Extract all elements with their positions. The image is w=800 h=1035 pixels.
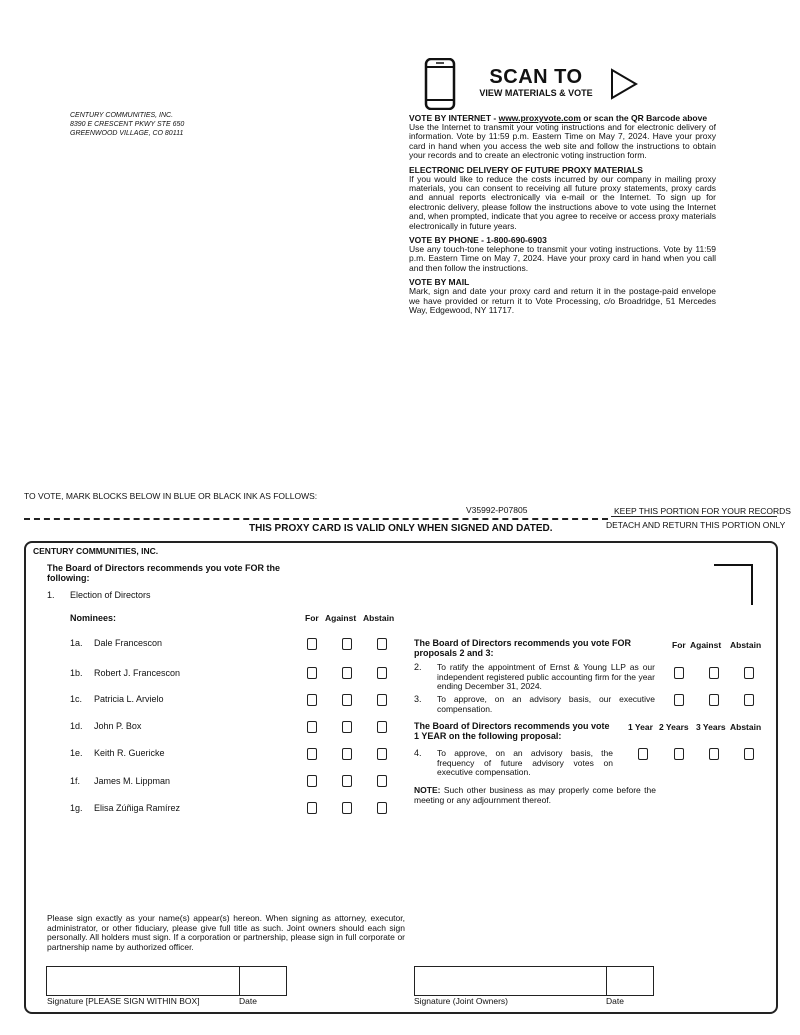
mail-body: Mark, sign and date your proxy card and return it in the postage-paid envelope we have provided or return it to Vote Processing, c/o Broadridge, 51 Mercedes Way, Edgewood, NY 11717.: [409, 286, 716, 316]
proposal-4-text: To approve, on an advisory basis, the frequency of future advisory votes on executive compensation.: [437, 748, 613, 778]
vote-against-checkbox[interactable]: [342, 775, 352, 787]
col-1-year: 1 Year: [628, 722, 653, 732]
vote-against-checkbox[interactable]: [342, 667, 352, 679]
vote-against-checkbox[interactable]: [342, 721, 352, 733]
nominee-num: 1c.: [70, 694, 83, 704]
vote-for-checkbox[interactable]: [307, 694, 317, 706]
address-line-1: 8390 E CRESCENT PKWY STE 650: [70, 121, 185, 128]
internet-title-suffix: or scan the QR Barcode above: [580, 113, 708, 123]
valid-notice: THIS PROXY CARD IS VALID ONLY WHEN SIGNED AND DATED.: [249, 523, 553, 534]
date-label: Date: [239, 996, 257, 1006]
nominee-num: 1f.: [70, 776, 81, 786]
registration-mark: [714, 564, 753, 605]
item1-label: Election of Directors: [70, 590, 151, 600]
vote-for-checkbox[interactable]: [307, 667, 317, 679]
electronic-title: ELECTRONIC DELIVERY OF FUTURE PROXY MATERIALS: [409, 164, 643, 175]
scan-title: SCAN TO: [489, 66, 583, 88]
sign-instructions: Please sign exactly as your name(s) appear(s) hereon. When signing as attorney, executor, administrator, or other fiduciary, please give full title as such. Joint owners should each sign personally. All holders must sign. If a corporation or partnership, please sign in full corporate or partnership name by authorized officer.: [47, 913, 405, 952]
proposal-2-text: To ratify the appointment of Ernst & Young LLP as our independent registered public accounting firm for the year ending December 31, 2024.: [437, 662, 655, 692]
nominee-name: Patricia L. Arvielo: [94, 694, 164, 704]
proposal-3-against-checkbox[interactable]: [709, 694, 719, 706]
proxyvote-link[interactable]: www.proxyvote.com: [498, 113, 581, 123]
card-company-name: CENTURY COMMUNITIES, INC.: [33, 546, 159, 556]
phone-title: VOTE BY PHONE - 1-800-690-6903: [409, 235, 547, 246]
vote-against-checkbox[interactable]: [342, 694, 352, 706]
note: [414, 786, 656, 805]
nominee-name: Elisa Zúñiga Ramírez: [94, 803, 181, 813]
proposal-4-3years-checkbox[interactable]: [709, 748, 719, 760]
proposal-4-abstain-checkbox[interactable]: [744, 748, 754, 760]
nominee-name: Keith R. Guericke: [94, 748, 165, 758]
address-line-2: GREENWOOD VILLAGE, CO 80111: [70, 130, 184, 137]
proposal-3-for-checkbox[interactable]: [674, 694, 684, 706]
proposal-2-abstain-checkbox[interactable]: [744, 667, 754, 679]
col-against-right: Against: [690, 640, 722, 650]
nominee-name: James M. Lippman: [94, 776, 171, 786]
phone-body: Use any touch-tone telephone to transmit your voting instructions. Vote by 11:59 p.m. Eastern Time on May 7, 2024. Have your proxy card in hand when you call and then follow the instructions.: [409, 244, 716, 273]
mail-title: VOTE BY MAIL: [409, 277, 470, 288]
company-name: CENTURY COMMUNITIES, INC.: [70, 112, 174, 119]
voting-instructions: [409, 113, 716, 316]
nominee-num: 1e.: [70, 748, 83, 758]
joint-date-box[interactable]: [605, 966, 654, 996]
nominee-num: 1d.: [70, 721, 83, 731]
col-3-years: 3 Years: [696, 722, 726, 732]
vote-abstain-checkbox[interactable]: [377, 802, 387, 814]
vote-against-checkbox[interactable]: [342, 802, 352, 814]
signature-box[interactable]: [46, 966, 240, 996]
vote-abstain-checkbox[interactable]: [377, 638, 387, 650]
proposal-4-2years-checkbox[interactable]: [674, 748, 684, 760]
vote-abstain-checkbox[interactable]: [377, 775, 387, 787]
col-2-years: 2 Years: [659, 722, 689, 732]
nominee-num: 1a.: [70, 638, 83, 648]
proposal-3-abstain-checkbox[interactable]: [744, 694, 754, 706]
col-against: Against: [325, 613, 357, 623]
vote-abstain-checkbox[interactable]: [377, 748, 387, 760]
col-abstain: Abstain: [363, 613, 395, 623]
proposal-4-num: 4.: [414, 748, 422, 758]
tear-line: [24, 518, 608, 520]
proposal-3-text: To approve, on an advisory basis, our executive compensation.: [437, 694, 655, 714]
electronic-body: If you would like to reduce the costs incurred by our company in mailing proxy materials, you can consent to receiving all future proxy statements, proxy cards and annual reports electronically via e-mail or the Internet. To sign up for electronic delivery, please follow the instructions above to vote using the Internet and, when prompted, indicate that you agree to receive or access proxy materials electronically in future years.: [409, 173, 716, 231]
nominees-label: Nominees:: [70, 613, 117, 623]
col-for-right: For: [672, 640, 686, 650]
proposal-4-1year-checkbox[interactable]: [638, 748, 648, 760]
internet-body: Use the Internet to transmit your voting instructions and for electronic delivery of information. Vote by 11:59 p.m. Eastern Time on May 7, 2024. Have your proxy card in hand when you access the web site and follow the instructions to obtain your records and to create an electronic voting instruction form.: [409, 122, 716, 161]
vote-for-checkbox[interactable]: [307, 638, 317, 650]
col-for: For: [305, 613, 319, 623]
control-code: V35992-P07805: [466, 505, 528, 515]
vote-instruction: TO VOTE, MARK BLOCKS BELOW IN BLUE OR BLACK INK AS FOLLOWS:: [24, 491, 318, 501]
proposal-2-against-checkbox[interactable]: [709, 667, 719, 679]
scan-banner: [466, 66, 606, 98]
date-box[interactable]: [238, 966, 287, 996]
keep-portion-label: KEEP THIS PORTION FOR YOUR RECORDS: [614, 506, 791, 516]
board-rec-2-3: The Board of Directors recommends you vote FOR proposals 2 and 3:: [414, 638, 632, 658]
vote-for-checkbox[interactable]: [307, 775, 317, 787]
proposal-2-num: 2.: [414, 662, 422, 672]
vote-against-checkbox[interactable]: [342, 638, 352, 650]
internet-title-prefix: VOTE BY INTERNET -: [409, 113, 499, 123]
vote-for-checkbox[interactable]: [307, 721, 317, 733]
keep-divider: [611, 516, 777, 517]
scan-subtitle: VIEW MATERIALS & VOTE: [479, 88, 593, 98]
joint-signature-box[interactable]: [414, 966, 607, 996]
vote-abstain-checkbox[interactable]: [377, 667, 387, 679]
note-label: NOTE:: [414, 785, 441, 795]
phone-icon: [424, 58, 456, 110]
joint-date-label: Date: [606, 996, 624, 1006]
proposal-3-num: 3.: [414, 694, 422, 704]
board-rec-4: The Board of Directors recommends you vote 1 YEAR on the following proposal:: [414, 721, 610, 741]
joint-signature-label: Signature (Joint Owners): [414, 996, 509, 1006]
item1-num: 1.: [47, 590, 55, 600]
signature-label: Signature [PLEASE SIGN WITHIN BOX]: [47, 996, 200, 1006]
col-abstain-right: Abstain: [730, 640, 762, 650]
detach-portion-label: DETACH AND RETURN THIS PORTION ONLY: [606, 520, 786, 530]
play-arrow-icon: [610, 68, 638, 100]
col-abstain-4: Abstain: [730, 722, 762, 732]
vote-abstain-checkbox[interactable]: [377, 694, 387, 706]
vote-for-checkbox[interactable]: [307, 802, 317, 814]
nominee-name: Dale Francescon: [94, 638, 163, 648]
vote-abstain-checkbox[interactable]: [377, 721, 387, 733]
note-text: Such other business as may properly come before the meeting or any adjournment thereof.: [414, 785, 656, 805]
vote-against-checkbox[interactable]: [342, 748, 352, 760]
proposal-2-for-checkbox[interactable]: [674, 667, 684, 679]
nominee-name: John P. Box: [94, 721, 142, 731]
board-rec-for: The Board of Directors recommends you vote FOR the following:: [47, 563, 281, 583]
nominee-num: 1g.: [70, 803, 83, 813]
nominee-num: 1b.: [70, 668, 83, 678]
vote-for-checkbox[interactable]: [307, 748, 317, 760]
nominee-name: Robert J. Francescon: [94, 668, 181, 678]
company-address: [70, 111, 184, 138]
